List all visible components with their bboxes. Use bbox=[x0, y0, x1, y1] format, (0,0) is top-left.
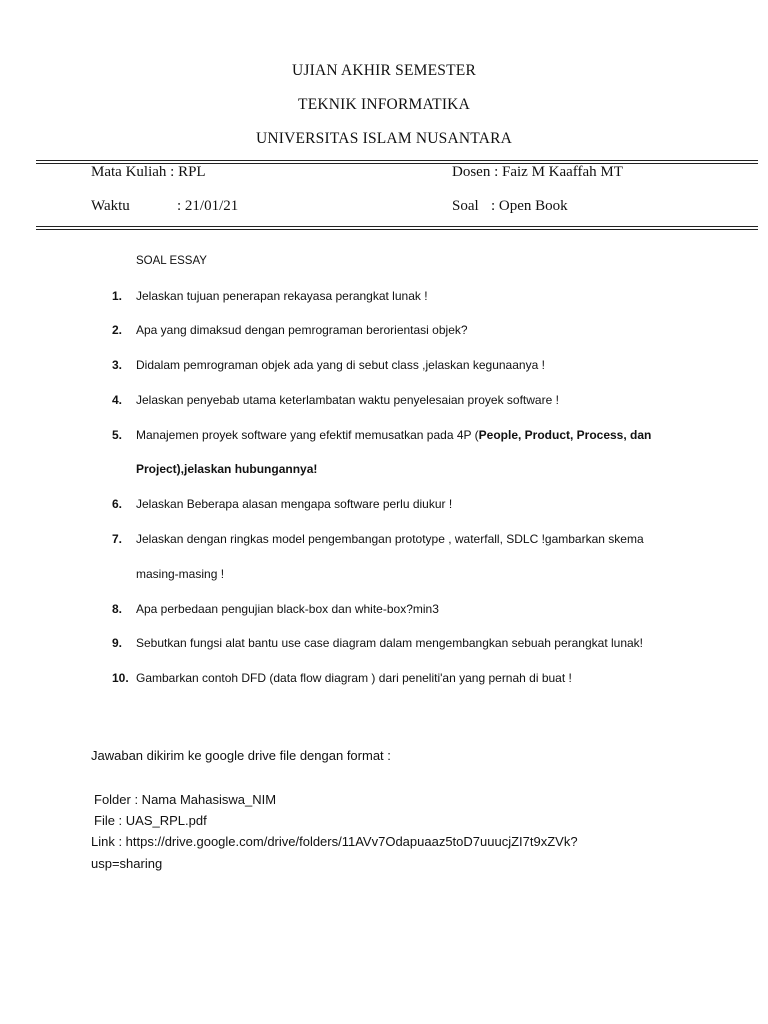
question-number: 6. bbox=[112, 497, 123, 511]
question-text-continued: Project),jelaskan hubungannya! bbox=[136, 462, 318, 476]
question-number: 1. bbox=[112, 289, 123, 303]
drive-link[interactable]: Link : https://drive.google.com/drive/folders/11AVv7Odapuaaz5toD7uuucjZI7t9xZVk? bbox=[91, 834, 578, 849]
question-text: Jelaskan penyebab utama keterlambatan waktu penyelesaian proyek software ! bbox=[136, 393, 559, 407]
divider-bottom bbox=[36, 226, 758, 227]
question-number: 8. bbox=[112, 602, 123, 616]
question-text bbox=[136, 428, 651, 442]
question-text-continued: masing-masing ! bbox=[136, 567, 225, 581]
divider-top bbox=[36, 160, 758, 161]
question-text-plain: Manajemen proyek software yang efektif memusatkan pada 4P ( bbox=[136, 428, 479, 442]
question-number: 4. bbox=[112, 393, 123, 407]
question-text: Jelaskan tujuan penerapan rekayasa perangkat lunak ! bbox=[136, 289, 428, 303]
question-number: 10. bbox=[112, 671, 129, 685]
section-heading: SOAL ESSAY bbox=[136, 255, 207, 267]
question-number: 7. bbox=[112, 532, 123, 546]
question-text-bold: People, Product, Process, dan bbox=[478, 428, 652, 442]
question-text: Didalam pemrograman objek ada yang di sebut class ,jelaskan kegunaanya ! bbox=[136, 358, 545, 372]
drive-link-continued[interactable]: usp=sharing bbox=[91, 856, 163, 871]
exam-title: UJIAN AKHIR SEMESTER bbox=[292, 62, 476, 79]
question-number: 3. bbox=[112, 358, 123, 372]
question-number: 2. bbox=[112, 323, 123, 337]
question-text: Jelaskan dengan ringkas model pengembangan prototype , waterfall, SDLC !gambarkan skema bbox=[136, 532, 644, 546]
file-format: File : UAS_RPL.pdf bbox=[94, 813, 207, 828]
time-value: : 21/01/21 bbox=[177, 198, 239, 214]
divider-bottom bbox=[36, 229, 758, 230]
university-title: UNIVERSITAS ISLAM NUSANTARA bbox=[255, 130, 513, 147]
folder-format: Folder : Nama Mahasiswa_NIM bbox=[94, 792, 277, 807]
question-number: 9. bbox=[112, 636, 123, 650]
exam-type-value: : Open Book bbox=[491, 198, 568, 214]
question-text: Jelaskan Beberapa alasan mengapa software perlu diukur ! bbox=[136, 497, 453, 511]
question-text: Gambarkan contoh DFD (data flow diagram ) dari peneliti'an yang pernah di buat ! bbox=[136, 671, 572, 685]
question-number: 5. bbox=[112, 428, 123, 442]
exam-type-label: Soal bbox=[452, 198, 479, 214]
question-text: Apa perbedaan pengujian black-box dan white-box?min3 bbox=[136, 602, 439, 616]
time-label: Waktu bbox=[91, 198, 130, 214]
course-label: Mata Kuliah : RPL bbox=[91, 164, 206, 180]
submission-instruction: Jawaban dikirim ke google drive file dengan format : bbox=[91, 748, 391, 763]
question-text: Apa yang dimaksud dengan pemrograman berorientasi objek? bbox=[136, 323, 468, 337]
program-title: TEKNIK INFORMATIKA bbox=[298, 96, 470, 113]
lecturer-label: Dosen : Faiz M Kaaffah MT bbox=[452, 164, 623, 180]
question-text: Sebutkan fungsi alat bantu use case diagram dalam mengembangkan sebuah perangkat lunak! bbox=[136, 636, 644, 650]
